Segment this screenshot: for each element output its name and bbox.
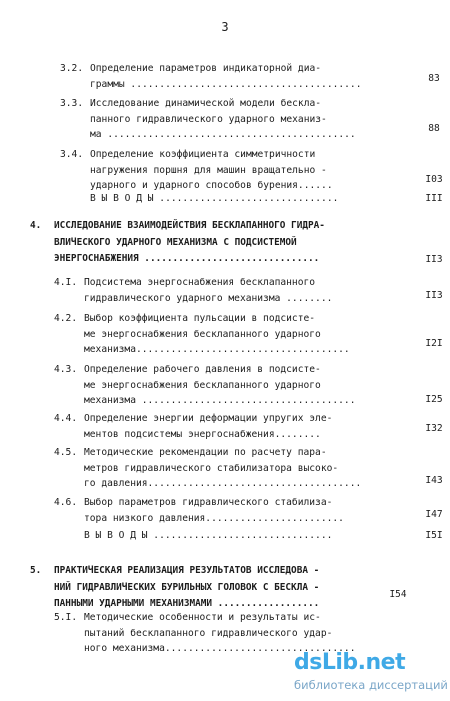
toc-entry-line: ИССЛЕДОВАНИЕ ВЗАИМОДЕЙСТВИЯ БЕСКЛАПАННОГО ГИДРА- — [54, 220, 325, 231]
toc-entry-page: II3 — [425, 290, 443, 301]
toc-entry-line: НИЙ ГИДРАВЛИЧЕСКИХ БУРИЛЬНЫХ ГОЛОВОК С БЕСКЛА - — [54, 581, 320, 593]
toc-entry-number: 4.3. — [54, 364, 78, 375]
watermark — [294, 650, 448, 694]
toc-entry-line: граммы ........................................ — [90, 78, 362, 90]
toc-entry-line: ме энергоснабжения бесклапанного ударного — [84, 379, 321, 391]
toc-entry-number: 4.4. — [54, 413, 78, 424]
toc-entry-page: III — [425, 193, 443, 204]
toc-entry-number: 3.4. — [60, 149, 84, 160]
toc-entry-line: метров гидравлического стабилизатора высоко- — [84, 462, 339, 474]
toc-entry-line: Определение коэффициента симметричности — [90, 149, 316, 160]
toc-entry-number: 4.I. — [54, 277, 78, 288]
toc-entry-number: 4. — [30, 220, 42, 231]
toc-entry-line: ВЛИЧЕСКОГО УДАРНОГО МЕХАНИЗМА С ПОДСИСТЕМОЙ — [54, 236, 297, 248]
page-number: 3 — [221, 20, 229, 34]
toc-entry-number: 5.I. — [54, 612, 78, 623]
toc-entry-line: Определение рабочего давления в подсисте- — [84, 364, 321, 375]
toc-entry-number: 4.6. — [54, 497, 78, 508]
toc-entry-line: ПРАКТИЧЕСКАЯ РЕАЛИЗАЦИЯ РЕЗУЛЬТАТОВ ИССЛЕДОВА - — [54, 565, 320, 576]
toc-entry-line: Методические рекомендации по расчету пара- — [84, 447, 327, 458]
toc-entry-page: 83 — [428, 73, 440, 84]
toc-entry-line: панного гидравлического ударного механиз- — [90, 113, 327, 125]
toc-entry-number: 4.5. — [54, 447, 78, 458]
watermark-subtitle: библиотека диссертаций — [294, 678, 448, 692]
toc-entry-line: В Ы В О Д Ы ............................... — [84, 530, 333, 541]
toc-entry-line: пытаний бесклапанного гидравлического удар- — [84, 627, 333, 639]
toc-entry-line: тора низкого давления........................ — [84, 512, 344, 524]
watermark-logo: dsLib.net — [294, 650, 406, 675]
toc-entry-number: 3.2. — [60, 63, 84, 74]
toc-entry-page: I54 — [389, 589, 407, 600]
toc-entry-line: Выбор коэффициента пульсации в подсисте- — [84, 313, 316, 324]
toc-entry-number: 5. — [30, 565, 42, 576]
toc-entry-line: ударного и ударного способов бурения...... — [90, 180, 333, 191]
toc-entry-line: ЭНЕРГОСНАБЖЕНИЯ ............................... — [54, 253, 320, 264]
toc-entry-line: гидравлического ударного механизма ........ — [84, 292, 333, 304]
toc-entry-line: В Ы В О Д Ы ............................... — [90, 193, 339, 204]
toc-entry-line: механизма ..................................... — [84, 395, 356, 406]
toc-entry-page: I47 — [425, 509, 443, 520]
toc-entry-line: Исследование динамической модели бескла- — [90, 98, 322, 109]
toc-entry-line: Методические особенности и результаты ис- — [84, 612, 321, 623]
toc-entry-line: Определение энергии деформации упругих эле- — [84, 413, 333, 424]
toc-entry-line: Определение параметров индикаторной диа- — [90, 63, 322, 74]
toc-entry-page: I25 — [425, 394, 443, 405]
toc-entry-line: ного механизма................................. — [84, 643, 356, 654]
toc-entry-page: I03 — [425, 174, 443, 185]
toc-entry-line: ментов подсистемы энергоснабжения........ — [84, 428, 321, 440]
toc-entry-page: 88 — [428, 123, 440, 134]
toc-entry-page: I5I — [425, 530, 443, 541]
toc-entry-line: Выбор параметров гидравлического стабилиза- — [84, 497, 333, 508]
toc-entry-line: ПАННЫМИ УДАРНЫМИ МЕХАНИЗМАМИ .................. — [54, 598, 320, 609]
toc-entry-line: ма ........................................... — [90, 129, 356, 140]
toc-entry-number: 4.2. — [54, 313, 78, 324]
toc-entry-page: I32 — [425, 423, 443, 434]
toc-entry-line: ме энергоснабжения бесклапанного ударного — [84, 328, 321, 340]
toc-entry-number: 3.3. — [60, 98, 84, 109]
toc-entry-line: механизма..................................... — [84, 344, 350, 355]
toc-entry-line: го давления..................................... — [84, 478, 362, 489]
toc-entry-page: I2I — [425, 338, 443, 349]
toc-entry-page: II3 — [425, 254, 443, 265]
toc-entry-line: Подсистема энергоснабжения бесклапанного — [84, 277, 316, 288]
toc-entry-page: I43 — [425, 475, 443, 486]
toc-entry-line: нагружения поршня для машин вращательно - — [90, 164, 327, 176]
